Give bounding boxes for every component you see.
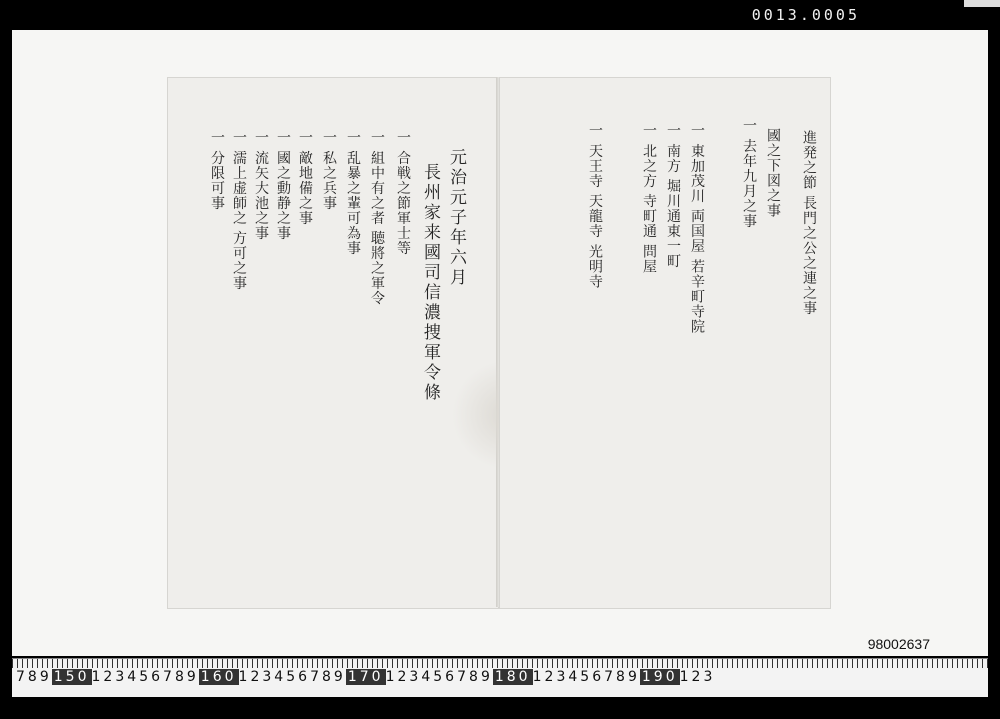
ruler-label: 180	[494, 669, 531, 685]
ruler-label: 9	[333, 669, 346, 685]
ruler-label: 3	[703, 669, 716, 685]
frame-code: 0013.0005	[751, 6, 860, 24]
film-edge-tab	[964, 0, 1000, 7]
ruler-label: 3	[115, 669, 128, 685]
text-column: 一 天王寺 天龍寺 光明寺	[587, 123, 603, 290]
ruler-label: 7	[310, 669, 322, 685]
ruler-label: 9	[480, 669, 493, 685]
left-page	[167, 77, 499, 609]
ruler-label: 4	[421, 669, 434, 685]
text-column: 一 去年九月之事	[741, 118, 757, 229]
ruler-label: 9	[186, 669, 199, 685]
ruler-label: 6	[151, 669, 164, 685]
text-column: 一 國之動静之事	[275, 130, 291, 241]
ruler-label: 5	[286, 669, 299, 685]
scan-sheet	[12, 30, 988, 656]
ruler-label: 8	[616, 669, 628, 685]
text-column: 一 乱暴之輩可為事	[345, 130, 361, 256]
ruler-label: 6	[298, 669, 311, 685]
text-column: 一 北之方 寺町通 問屋	[641, 123, 657, 275]
text-column: 進発之節 長門之公之連之事	[801, 130, 817, 316]
heading-title: 長州家来國司信濃捜軍令條	[420, 163, 440, 403]
text-column: 一 敵地備之事	[297, 130, 313, 226]
ruler-label: 9	[627, 669, 640, 685]
ruler-label: 3	[409, 669, 422, 685]
ruler-label: 8	[27, 669, 40, 685]
ruler-label: 1	[679, 669, 692, 685]
ruler-label: 1	[385, 669, 398, 685]
text-column: 國之下図之事	[765, 128, 781, 218]
ruler-label: 9	[39, 669, 52, 685]
ruler-label: 160	[200, 669, 237, 685]
ruler-label: 7	[16, 669, 28, 685]
ruler-labels	[16, 669, 715, 685]
text-column: 一 東加茂川 両国屋 若辛町寺院	[689, 123, 705, 335]
ruler-label: 2	[250, 669, 263, 685]
right-page	[499, 77, 831, 609]
ruler-label: 3	[556, 669, 569, 685]
heading-date: 元治元子年六月	[446, 148, 466, 288]
ruler-label: 5	[580, 669, 593, 685]
ruler-label: 4	[568, 669, 581, 685]
ruler-label: 8	[321, 669, 334, 685]
measuring-ruler	[12, 658, 988, 697]
text-column: 一 分限可事	[209, 130, 225, 211]
ruler-label: 4	[127, 669, 140, 685]
ruler-label: 5	[433, 669, 446, 685]
ruler-label: 6	[592, 669, 605, 685]
ruler-label: 3	[262, 669, 275, 685]
ruler-label: 7	[457, 669, 470, 685]
ruler-label: 4	[274, 669, 287, 685]
ruler-label: 2	[544, 669, 557, 685]
ruler-label: 6	[445, 669, 458, 685]
text-column: 一 南方 堀川通東一町	[665, 123, 681, 269]
ruler-ticks	[12, 659, 988, 668]
ruler-label: 170	[347, 669, 384, 685]
text-column: 一 私之兵事	[321, 130, 337, 211]
ruler-label: 190	[641, 669, 678, 685]
text-column: 一 組中有之者 聴將之軍令	[369, 130, 385, 306]
ruler-label: 8	[174, 669, 187, 685]
ruler-label: 150	[53, 669, 90, 685]
ruler-label: 2	[691, 669, 704, 685]
ruler-label: 5	[139, 669, 152, 685]
ruler-label: 1	[532, 669, 545, 685]
ruler-label: 7	[604, 669, 617, 685]
text-column: 一 合戦之節軍士等	[395, 130, 411, 256]
ruler-label: 1	[238, 669, 251, 685]
ruler-label: 7	[163, 669, 175, 685]
ruler-label: 2	[103, 669, 116, 685]
serial-number: 98002637	[867, 636, 930, 652]
text-column: 一 流矢大池之事	[253, 130, 269, 241]
ruler-label: 8	[469, 669, 481, 685]
text-column: 一 濡上虚師之 方可之事	[231, 130, 247, 291]
ruler-label: 2	[397, 669, 410, 685]
ruler-label: 1	[91, 669, 104, 685]
